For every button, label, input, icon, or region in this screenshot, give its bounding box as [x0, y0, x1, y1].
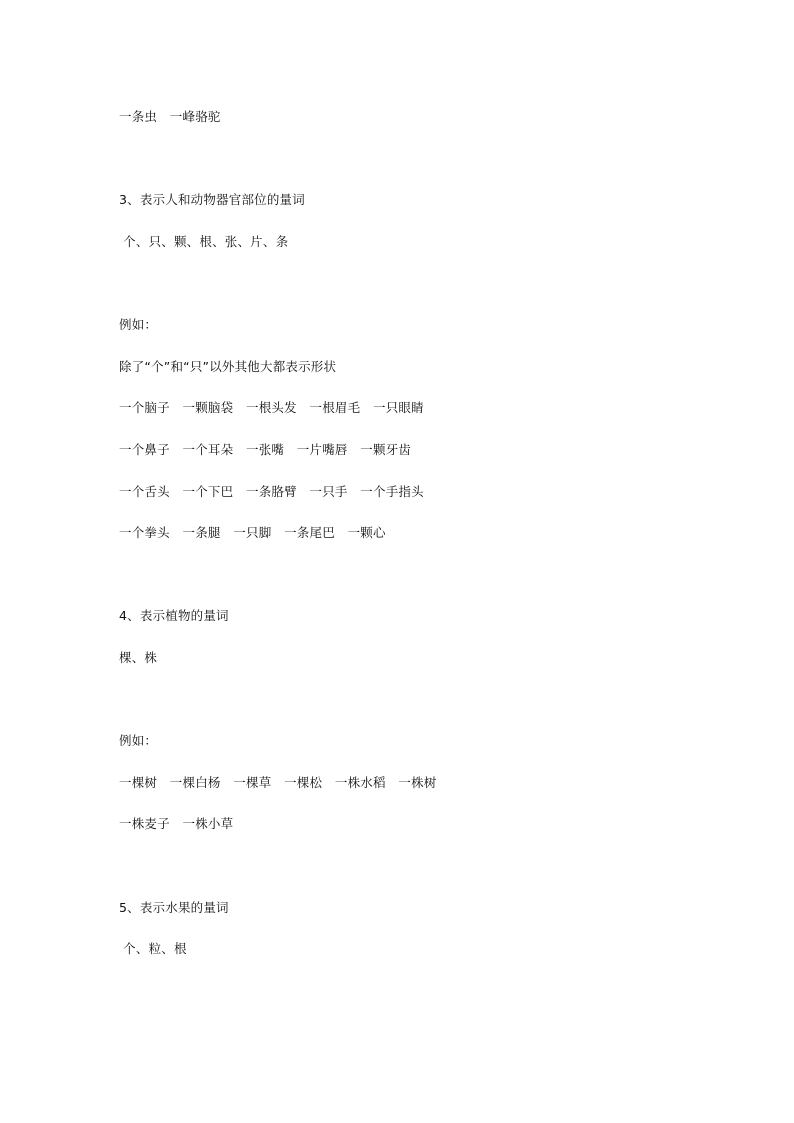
example-line-insects: 一条虫 一峰骆驼 [119, 109, 221, 124]
measure-words-5: 个、粒、根 [119, 941, 187, 956]
example-label: 例如： [119, 317, 158, 332]
example-line: 一株麦子 一株小草 [119, 816, 234, 831]
example-line: 一棵树 一棵白杨 一棵草 一棵松 一株水稻 一株树 [119, 775, 437, 790]
note-line: 除了“个”和“只”以外其他大都表示形状 [119, 359, 337, 374]
measure-words-3: 个、只、颗、根、张、片、条 [119, 234, 289, 249]
section-heading-3: 3、表示人和动物器官部位的量词 [119, 192, 305, 207]
measure-words-4: 棵、株 [119, 650, 158, 665]
example-line: 一个脑子 一颗脑袋 一根头发 一根眉毛 一只眼睛 [119, 400, 424, 415]
section-heading-4: 4、表示植物的量词 [119, 608, 229, 623]
example-label: 例如： [119, 733, 158, 748]
example-line: 一个拳头 一条腿 一只脚 一条尾巴 一颗心 [119, 525, 386, 540]
example-line: 一个鼻子 一个耳朵 一张嘴 一片嘴唇 一颗牙齿 [119, 442, 412, 457]
example-line: 一个舌头 一个下巴 一条胳臂 一只手 一个手指头 [119, 484, 424, 499]
section-heading-5: 5、表示水果的量词 [119, 900, 229, 915]
